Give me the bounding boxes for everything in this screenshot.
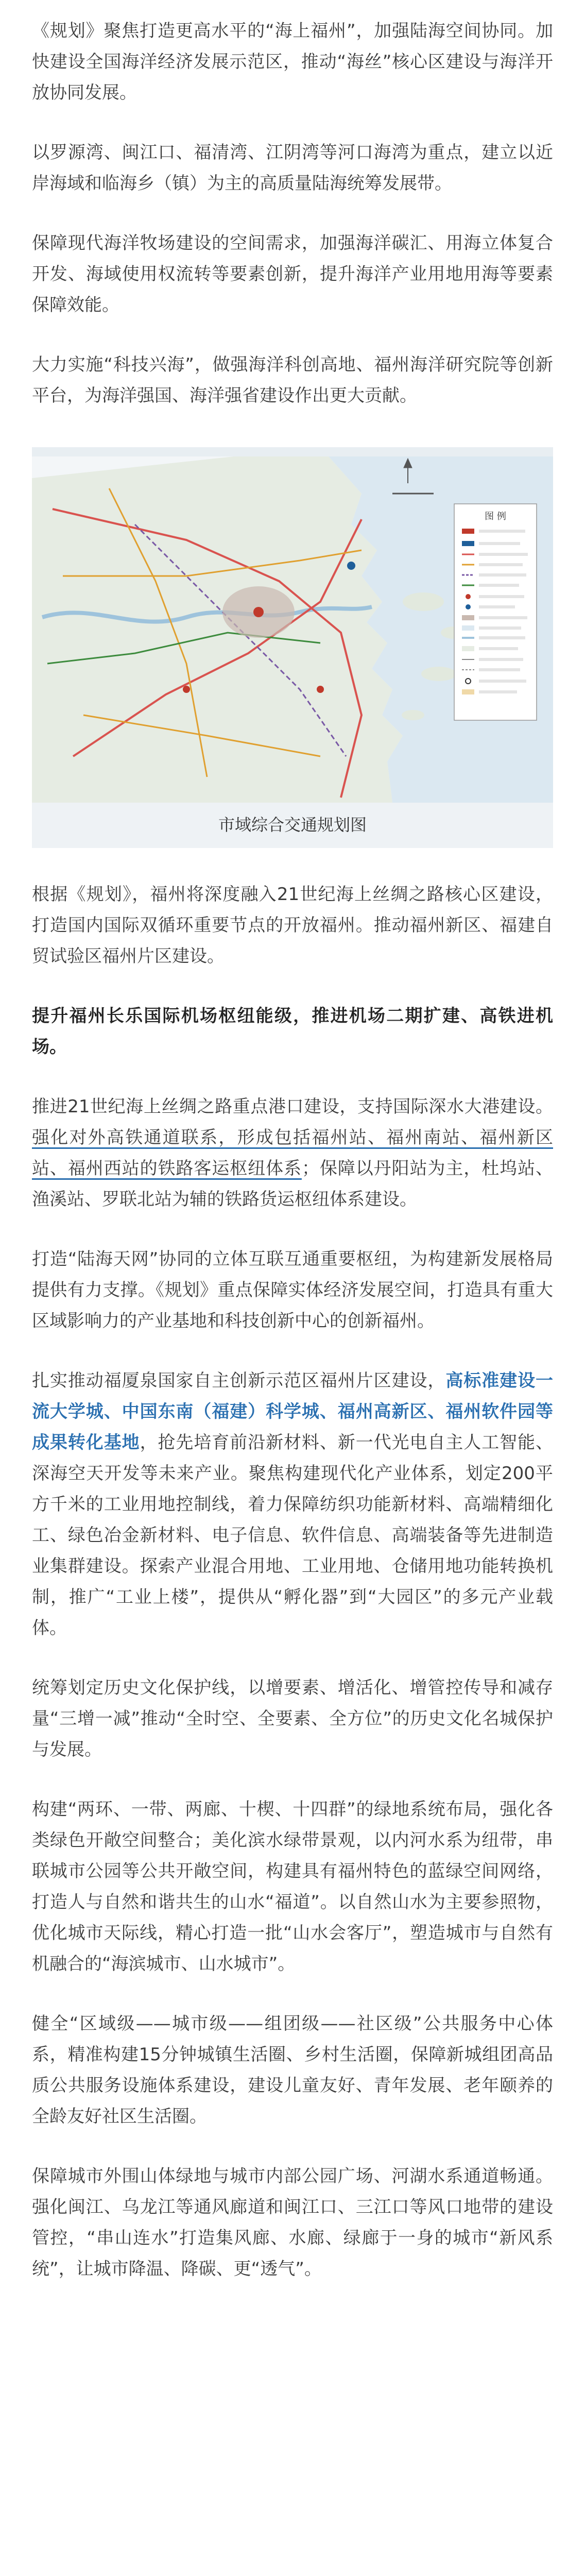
paragraph-tech-sea: 大力实施“科技兴海”，做强海洋科创高地、福州海洋研究院等创新平台，为海洋强国、海洋强省建设作出更大贡献。 (32, 354, 553, 406)
paragraph-port-rail (32, 1091, 553, 1215)
paragraph-ventilation: 保障城市外围山体绿地与城市内部公园广场、河湖水系通道畅通。强化闽江、乌龙江等通风廊道和闽江口、三江口等风口地带的建设管控，“串山连水”打造集风廊、水廊、绿廊于一身的城市“新风系统”，让城市降温、降碳、更“透气”。 (32, 2166, 553, 2279)
paragraph-public-service: 健全“区域级——城市级——组团级——社区级”公共服务中心体系，精准构建15分钟城镇生活圈、乡村生活圈，保障新城组团高品质公共服务设施体系建设，建设儿童友好、青年发展、老年颐养的全龄友好社区生活圈。 (32, 2013, 553, 2127)
paragraph-green-system: 构建“两环、一带、两廊、十楔、十四群”的绿地系统布局，强化各类绿色开敞空间整合；美化滨水绿带景观，以内河水系为纽带，串联城市公园等公共开敞空间，构建具有福州特色的蓝绿空间网络，打造人与自然和谐共生的山水“福道”。以自然山水为主要参照物，优化城市天际线，精心打造一批“山水会客厅”，塑造城市与自然有机融合的“海滨城市、山水城市”。 (32, 1799, 553, 1974)
innovation-highlight: 高标准建设一流大学城、中国东南（福建）科学城、福州高新区、福州软件园等成果转化基地 (32, 1370, 554, 1453)
transport-map-figure (32, 447, 553, 848)
freight-text: ；保障以丹阳站为主，杜坞站、渔溪站、罗联北站为辅的铁路货运枢纽体系建设。 (32, 1158, 554, 1210)
innovation-detail: ，抢先培育前沿新材料、新一代光电自主人工智能、深海空天开发等未来产业。聚焦构建现代化产业体系，划定200平方千米的工业用地控制线，着力保障纺织功能新材料、高端精细化工、绿色冶金新材料、电子信息、软件信息、高端装备等先进制造业集群建设。探索产业混合用地、工业用地、仓储用地功能转换机制，推广“工业上楼”，提供从“孵化器”到“大园区”的多元产业载体。 (32, 1432, 554, 1638)
paragraph-maritime-silk-road: 根据《规划》，福州将深度融入21世纪海上丝绸之路核心区建设，打造国内国际双循环重要节点的开放福州。推动福州新区、福建自贸试验区福州片区建设。 (32, 884, 553, 967)
paragraph-heritage: 统筹划定历史文化保护线，以增要素、增活化、增管控传导和减存量“三增一减”推动“全时空、全要素、全方位”的历史文化名城保护与发展。 (32, 1677, 553, 1760)
paragraph-airport-hub: 提升福州长乐国际机场枢纽能级，推进机场二期扩建、高铁进机场。 (32, 1006, 553, 1057)
paragraph-sea-fuzhou: 《规划》聚焦打造更高水平的“海上福州”，加强陆海空间协同。加快建设全国海洋经济发展示范区，推动“海丝”核心区建设与海洋开放协同发展。 (32, 21, 553, 103)
paragraph-land-sea-sky: 打造“陆海天网”协同的立体互联互通重要枢纽，为构建新发展格局提供有力支撑。《规划》重点保障实体经济发展空间，打造具有重大区域影响力的产业基地和科技创新中心的创新福州。 (32, 1249, 553, 1331)
figure-caption: 市域综合交通规划图 (218, 815, 367, 835)
paragraph-innovation-zone (32, 1365, 553, 1643)
paragraph-marine-ranch: 保障现代海洋牧场建设的空间需求，加强海洋碳汇、用海立体复合开发、海域使用权流转等要素创新，提升海洋产业用地用海等要素保障效能。 (32, 233, 553, 315)
map-legend-title: 图 例 (485, 511, 506, 522)
paragraph-bay-belt: 以罗源湾、闽江口、福清湾、江阴湾等河口海湾为重点，建立以近岸海域和临海乡（镇）为主的高质量陆海统筹发展带。 (32, 142, 553, 194)
transport-map-image (32, 447, 553, 803)
port-text: 推进21世纪海上丝绸之路重点港口建设，支持国际深水大港建设。 (32, 1096, 553, 1117)
innovation-intro: 扎实推动福厦泉国家自主创新示范区福州片区建设， (32, 1370, 446, 1391)
rail-hub-highlight: 强化对外高铁通道联系，形成包括福州站、福州南站、福州新区站、福州西站的铁路客运枢纽体系 (32, 1127, 553, 1179)
